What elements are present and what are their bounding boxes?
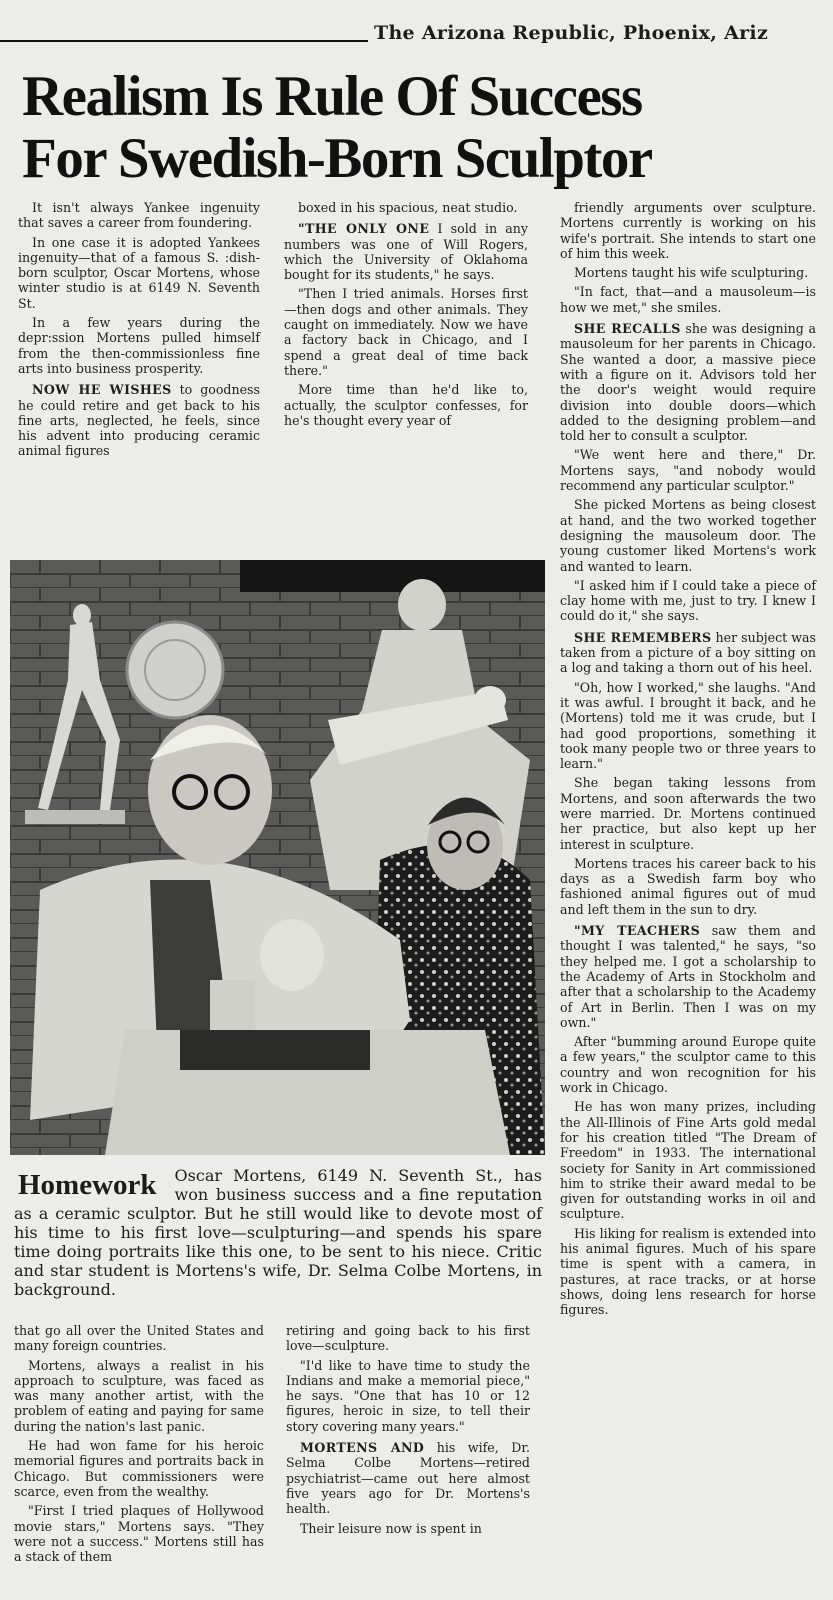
subhead-lead: SHE RECALLS: [574, 321, 681, 337]
paragraph: Their leisure now is spent in: [300, 1520, 482, 1536]
subhead-lead: MORTENS AND: [300, 1440, 425, 1456]
paragraph: "I asked him if I could take a piece of clay home with me, just to try. I knew I could do it," she says.: [560, 577, 816, 624]
paragraph: boxed in his spacious, neat studio.: [298, 200, 518, 215]
caption-text: Oscar Mortens, 6149 N. Seventh St., has won business success and a fine reputation as a ceramic sculptor. But he still would like to devote most of his time to his first love—sculpturing—and spends his spare time doing portraits like this one, to be sent to his niece. Critic and star student is Mortens's wife, Dr. Selma Colbe Mortens, in background.: [14, 1166, 542, 1299]
article-column-2-top: [284, 200, 528, 432]
headline: [22, 66, 822, 190]
paragraph: In a few years during the depr:ssion Mortens pulled himself from the then-commissionless fine arts into business prosperity.: [18, 315, 260, 376]
paragraph: "We went here and there," Dr. Mortens says, "and nobody would recommend any particular sculptor.": [560, 447, 816, 494]
photo-caption: [14, 1166, 542, 1299]
dark-shelf: [240, 560, 545, 592]
subhead-lead: SHE REMEMBERS: [574, 629, 712, 645]
article-column-2-bottom: [286, 1323, 530, 1540]
paragraph: He had won fame for his heroic memorial figures and portraits back in Chicago. But commissioners were scarce, even from the wealthy.: [14, 1438, 264, 1499]
headline-line-2: For Swedish-Born Sculptor: [22, 127, 652, 190]
subhead-lead: NOW HE WISHES: [32, 382, 172, 398]
photograph: [10, 560, 545, 1155]
paragraph: MORTENS AND his wife, Dr. Selma Colbe Mortens—retired psychiatrist—came out here almost five years ago for Dr. Mortens's health.: [286, 1440, 530, 1517]
masthead-rule: [0, 40, 368, 42]
subhead-lead: "THE ONLY ONE: [298, 221, 430, 237]
paragraph: She picked Mortens as being closest at hand, and the two worked together designing the mausoleum door. The young customer liked Mortens's work and wanted to learn.: [560, 497, 816, 574]
paragraph: "Then I tried animals. Horses first—then dogs and other animals. They caught on immediately. Now we have a factory back in Chicago, and I spend a great deal of time back there.": [284, 286, 528, 378]
work-table: [105, 1030, 510, 1155]
caption-title: Homework: [18, 1169, 157, 1201]
paragraph: "I'd like to have time to study the Indians and make a memorial piece," he says. "One that has 10 or 12 figures, heroic in size, to tell their story covering many years.": [286, 1357, 530, 1434]
paragraph: that go all over the United States and many foreign countries.: [14, 1323, 264, 1354]
paragraph: SHE REMEMBERS her subject was taken from a picture of a boy sitting on a log and taking a thorn out of his heel.: [560, 629, 816, 676]
paragraph: retiring and going back to his first love—sculpture.: [286, 1323, 530, 1354]
paragraph: "MY TEACHERS saw them and thought I was talented," he says, "so they helped me. I got a scholarship to the Academy of Arts in Stockholm and after that a scholarship to the Academy of Art in Berlin. Then I was on my own.": [560, 923, 816, 1030]
wall-plaque: [127, 622, 223, 718]
paragraph: His liking for realism is extended into his animal figures. Much of his spare time is spent with a camera, in pastures, at race tracks, or at horse shows, doing lens research for horse figures.: [560, 1225, 816, 1318]
paragraph: Mortens taught his wife sculpturing.: [574, 265, 809, 281]
paragraph: It isn't always Yankee ingenuity that saves a career from foundering.: [18, 200, 260, 231]
paragraph: More time than he'd like to, actually, the sculptor confesses, for he's thought every year of: [284, 382, 528, 428]
paragraph: NOW HE WISHES to goodness he could retire and get back to his fine arts, neglected, he feels, since his advent into producing ceramic animal figures: [18, 382, 260, 459]
paragraph: In one case it is adopted Yankees ingenuity—that of a famous S. :dish-born sculptor, Oscar Mortens, whose winter studio is at 6149 N. Seventh St.: [18, 234, 260, 311]
article-column-3: [560, 200, 816, 1321]
paragraph: After "bumming around Europe quite a few years," the sculptor came to this country and won recognition for his work in Chicago.: [560, 1034, 816, 1096]
masthead: [0, 22, 833, 52]
paragraph: "In fact, that—and a mausoleum—is how we met," she smiles.: [560, 284, 816, 315]
paragraph: "THE ONLY ONE I sold in any numbers was one of Will Rogers, which the University of Oklahoma bought for its students," he says.: [284, 221, 528, 283]
paragraph: "First I tried plaques of Hollywood movie stars," Mortens says. "They were not a success." Mortens still has a stack of them: [14, 1503, 264, 1565]
article-column-1-bottom: [14, 1323, 264, 1568]
paragraph: Mortens traces his career back to his days as a Swedish farm boy who fashioned animal figures out of mud and left them in the sun to dry.: [560, 855, 816, 917]
newspaper-name: The Arizona Republic, Phoenix, Ariz: [374, 22, 769, 44]
paragraph: "Oh, how I worked," she laughs. "And it was awful. I brought it back, and he (Mortens) told me it was crude, but I had good proportions, something it took many people two or three years to learn.": [560, 679, 816, 772]
paragraph: Mortens, always a realist in his approach to sculpture, was faced as was many another artist, with the problem of eating and paying for same during the nation's last panic.: [14, 1357, 264, 1434]
photo-illustration: [10, 560, 545, 1155]
subhead-lead: "MY TEACHERS: [574, 923, 701, 939]
article-column-1-top: [18, 200, 260, 463]
headline-line-1: Realism Is Rule Of Success: [22, 65, 642, 128]
paragraph: She began taking lessons from Mortens, and soon afterwards the two were married. Dr. Mortens continued her practice, but also kept up her interest in sculpture.: [560, 775, 816, 852]
paragraph: friendly arguments over sculpture. Mortens currently is working on his wife's portrait. She intends to start one of him this week.: [560, 200, 816, 261]
paragraph: He has won many prizes, including the All-Illinois of Fine Arts gold medal for his creation titled "The Dream of Freedom" in 1933. The international society for Sanity in Art commissioned him to strike their award medal to be given for outstanding works in oil and sculpture.: [560, 1099, 816, 1222]
paragraph: SHE RECALLS she was designing a mausoleum for her parents in Chicago. She wanted a door, a massive piece with a figure on it. Advisors told her the door's weight would require division into double doors—which added to the designing problem—and told her to consult a sculptor.: [560, 321, 816, 444]
